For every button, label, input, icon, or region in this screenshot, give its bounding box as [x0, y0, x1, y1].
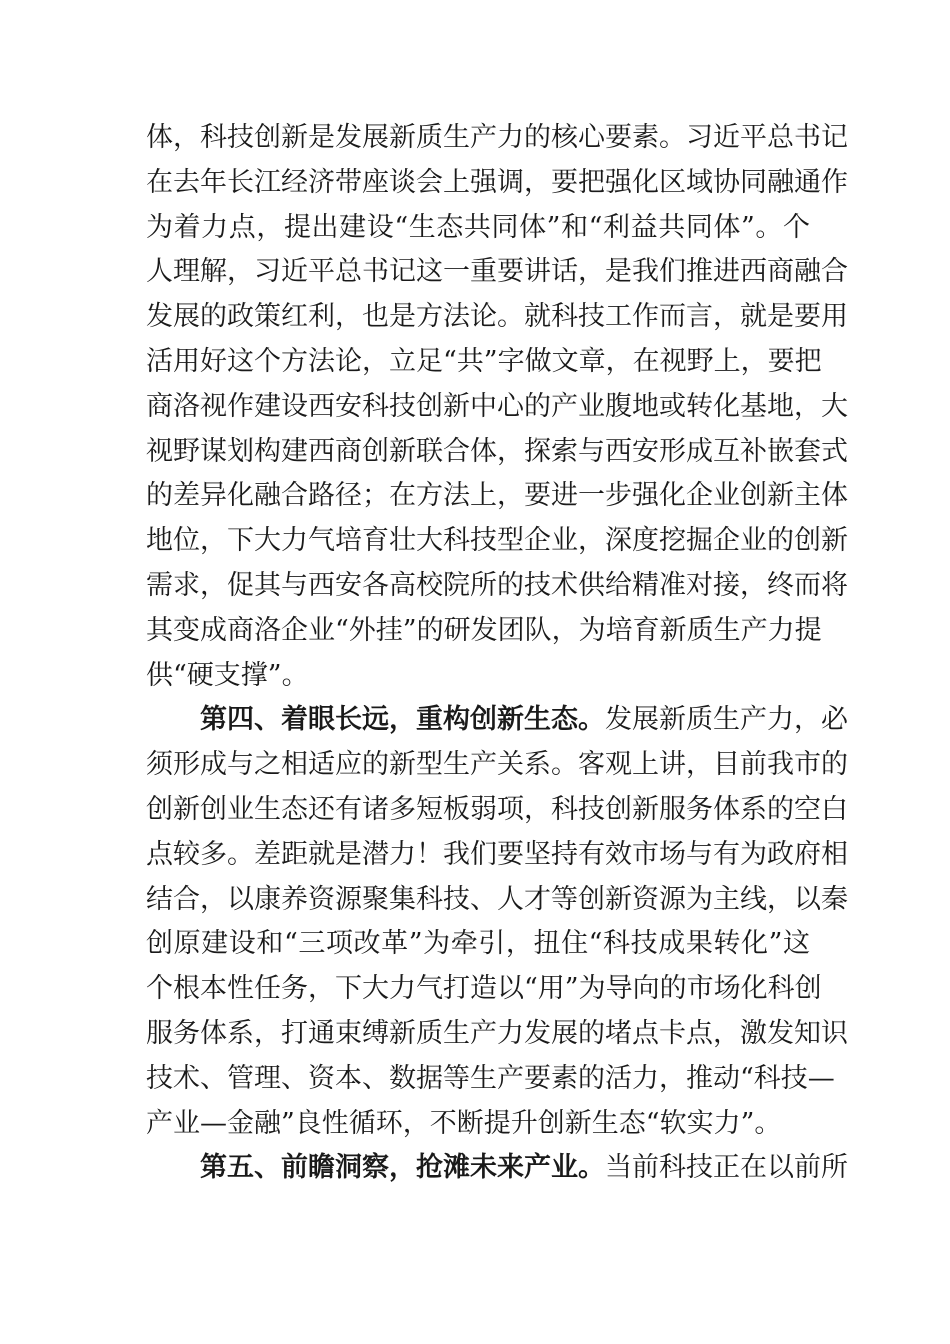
paragraph-line: 活用好这个方法论，立足“共”字做文章，在视野上，要把 — [146, 345, 822, 377]
paragraph-line: 为着力点，提出建设“生态共同体”和“利益共同体”。个 — [146, 211, 810, 243]
paragraph-line: 地位，下大力气培育壮大科技型企业，深度挖掘企业的创新 — [146, 525, 848, 557]
paragraph-line: 人理解，习近平总书记这一重要讲话，是我们推进西商融合 — [146, 256, 848, 288]
section-heading-4: 第四、着眼长远，重构创新生态。 — [200, 704, 605, 736]
paragraph-line: 服务体系，打通束缚新质生产力发展的堵点卡点，激发知识 — [146, 1017, 848, 1049]
paragraph-line: 技术、管理、资本、数据等生产要素的活力，推动“科技— — [146, 1062, 835, 1094]
paragraph-line: 个根本性任务，下大力气打造以“用”为导向的市场化科创 — [146, 973, 822, 1005]
document-body — [146, 116, 848, 1191]
paragraph-line: 体，科技创新是发展新质生产力的核心要素。习近平总书记 — [146, 122, 848, 153]
paragraph-line: 需求，促其与西安各高校院所的技术供给精准对接，终而将 — [146, 569, 848, 601]
paragraph-line: 其变成商洛企业“外挂”的研发团队，为培育新质生产力提 — [146, 614, 822, 646]
paragraph-line: 须形成与之相适应的新型生产关系。客观上讲，目前我市的 — [146, 749, 848, 781]
paragraph-line: 商洛视作建设西安科技创新中心的产业腹地或转化基地，大 — [146, 390, 848, 422]
paragraph-2 — [146, 698, 848, 1146]
paragraph-first-line — [146, 1146, 848, 1191]
paragraph-line: 视野谋划构建西商创新联合体，探索与西安形成互补嵌套式 — [146, 435, 848, 467]
paragraph-line: 创原建设和“三项改革”为牵引，扭住“科技成果转化”这 — [146, 928, 810, 960]
paragraph-line: 供“硬支撑”。 — [146, 659, 309, 691]
paragraph-text: 发展新质生产力，必 — [605, 704, 848, 736]
paragraph-line: 点较多。差距就是潜力！我们要坚持有效市场与有为政府相 — [146, 838, 848, 870]
paragraph-line: 产业—金融”良性循环，不断提升创新生态“软实力”。 — [146, 1107, 782, 1139]
paragraph-line: 的差异化融合路径；在方法上，要进一步强化企业创新主体 — [146, 480, 848, 512]
paragraph-3 — [146, 1146, 848, 1191]
paragraph-line: 发展的政策红利，也是方法论。就科技工作而言，就是要用 — [146, 301, 848, 333]
paragraph-text: 当前科技正在以前所 — [605, 1152, 848, 1184]
paragraph-line: 结合，以康养资源聚集科技、人才等创新资源为主线，以秦 — [146, 883, 848, 915]
paragraph-line: 在去年长江经济带座谈会上强调，要把强化区域协同融通作 — [146, 166, 848, 198]
paragraph-line: 创新创业生态还有诸多短板弱项，科技创新服务体系的空白 — [146, 793, 848, 825]
paragraph-first-line — [146, 698, 848, 743]
section-heading-5: 第五、前瞻洞察，抢滩未来产业。 — [200, 1152, 605, 1184]
paragraph-1 — [146, 116, 848, 698]
